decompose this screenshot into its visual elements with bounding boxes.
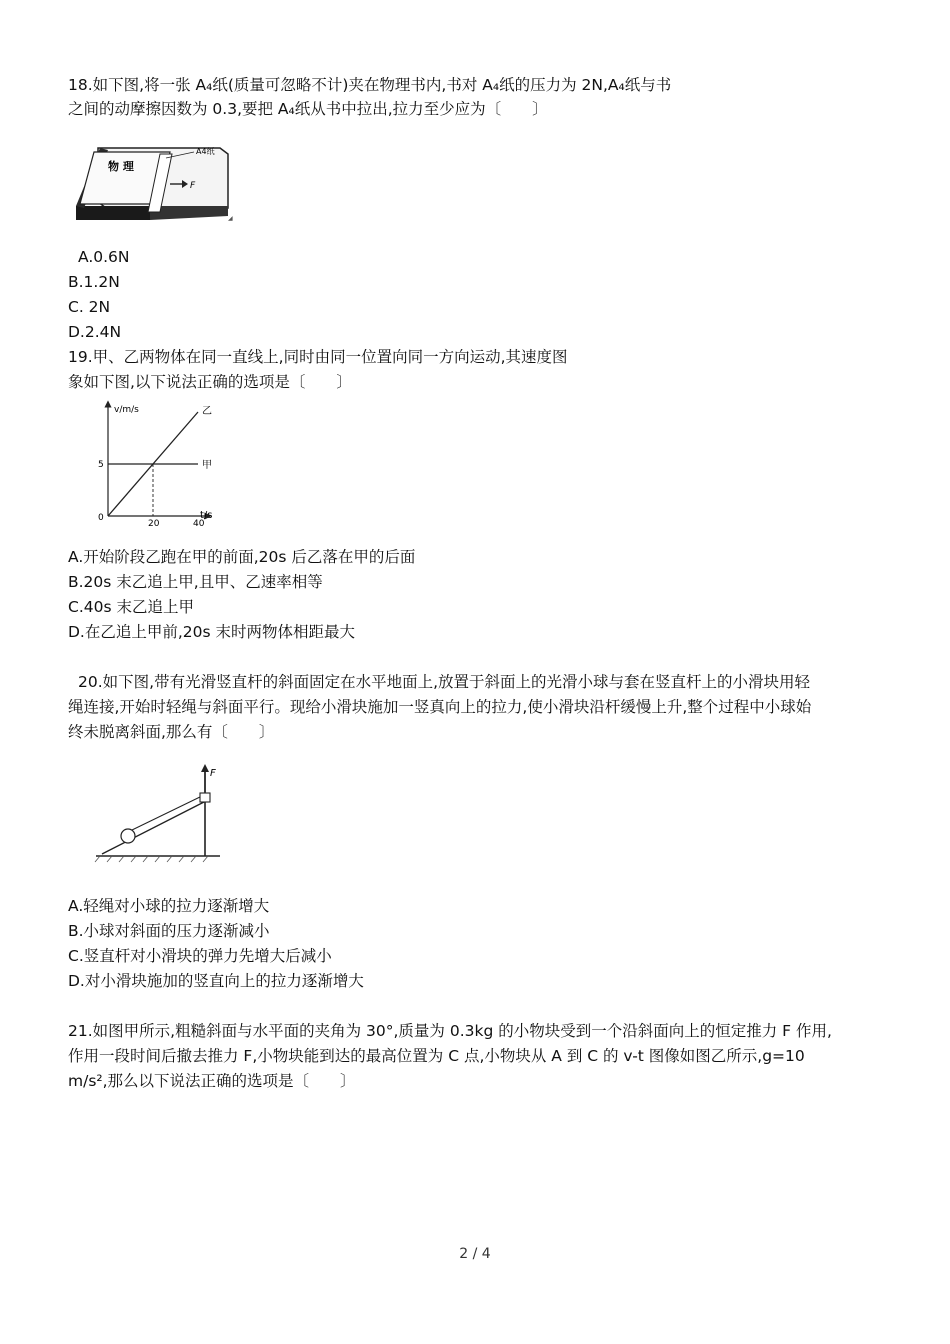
q20-force-label: F — [210, 768, 216, 779]
q21-stem-line1: 21.如图甲所示,粗糙斜面与水平面的夹角为 30°,质量为 0.3kg 的小物块受到一个沿斜面向上的恒定推力 F 作用, — [68, 1022, 832, 1040]
x-tick-label-0: 20 — [148, 519, 160, 526]
q19-option-d: D.在乙追上甲前,20s 末时两物体相距最大 — [68, 623, 356, 641]
q18-stem-line1: 18.如下图,将一张 A₄纸(质量可忽略不计)夹在物理书内,书对 A₄纸的压力为 2N,A₄纸与书 — [68, 76, 672, 94]
q19-stem-line2: 象如下图,以下说法正确的选项是〔 〕 — [68, 373, 352, 391]
q20-option-a: A.轻绳对小球的拉力逐渐增大 — [68, 897, 270, 915]
q21-stem-line3: m/s²,那么以下说法正确的选项是〔 〕 — [68, 1072, 356, 1090]
q20-option-d: D.对小滑块施加的竖直向上的拉力逐渐增大 — [68, 972, 364, 990]
q18-paper-label: A4纸 — [196, 147, 215, 156]
q19-stem-line1: 19.甲、乙两物体在同一直线上,同时由同一位置向同一方向运动,其速度图 — [68, 348, 568, 366]
q18-force-label: F — [190, 181, 196, 191]
q21-stem-line2: 作用一段时间后撤去推力 F,小物块能到达的最高位置为 C 点,小物块从 A 到 C 的 v-t 图像如图乙所示,g=10 — [68, 1047, 805, 1065]
q18-option-a: A.0.6N — [78, 248, 130, 266]
q19-x-axis-label: t/s — [200, 510, 213, 521]
q18-book-label: 物 理 — [108, 160, 134, 173]
q18-stem-line2: 之间的动摩擦因数为 0.3,要把 A₄纸从书中拉出,拉力至少应为〔 〕 — [68, 100, 548, 118]
q19-option-a: A.开始阶段乙跑在甲的前面,20s 后乙落在甲的后面 — [68, 548, 416, 566]
series-label-0: 甲 — [202, 460, 212, 471]
q20-slider-block — [200, 793, 210, 802]
page-number: 2 / 4 — [459, 1246, 491, 1262]
q20-ball — [121, 829, 135, 843]
q19-origin-label: 0 — [98, 513, 104, 523]
q20-stem-line1: 20.如下图,带有光滑竖直杆的斜面固定在水平地面上,放置于斜面上的光滑小球与套在竖直杆上的小滑块用轻 — [78, 673, 811, 691]
q19-option-c: C.40s 末乙追上甲 — [68, 598, 194, 616]
q19-velocity-time-chart — [90, 398, 230, 526]
q18-book-figure — [70, 140, 240, 230]
q19-option-b: B.20s 末乙追上甲,且甲、乙速率相等 — [68, 573, 323, 591]
q20-stem-line3: 终未脱离斜面,那么有〔 〕 — [68, 723, 275, 741]
q20-incline-figure — [92, 758, 232, 864]
q19-y-axis-label: v/m/s — [114, 405, 139, 415]
series-label-1: 乙 — [202, 406, 212, 417]
x-tick-label-1: 40 — [193, 519, 205, 526]
q18-option-d: D.2.4N — [68, 323, 122, 341]
q20-option-c: C.竖直杆对小滑块的弹力先增大后减小 — [68, 947, 332, 965]
svg-text:◢: ◢ — [228, 215, 233, 222]
q18-option-b: B.1.2N — [68, 273, 120, 291]
q20-stem-line2: 绳连接,开始时轻绳与斜面平行。现给小滑块施加一竖真向上的拉力,使小滑块沿杆缓慢上升,整个过程中小球始 — [68, 698, 812, 716]
y-tick-label-0: 5 — [98, 460, 104, 470]
q20-option-b: B.小球对斜面的压力逐渐减小 — [68, 922, 270, 940]
q18-option-c: C. 2N — [68, 298, 111, 316]
